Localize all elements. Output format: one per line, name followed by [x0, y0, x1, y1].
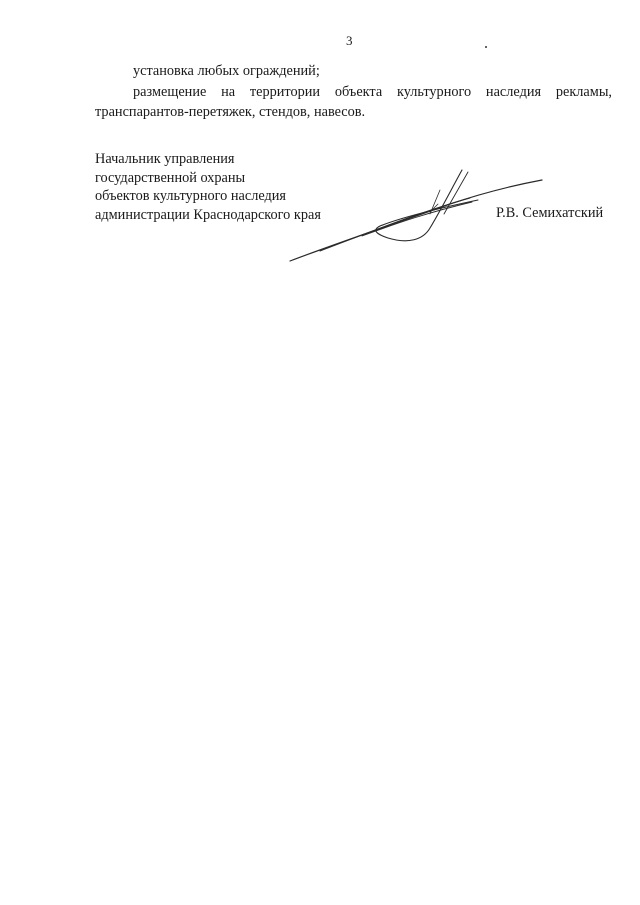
position-line: государственной охраны — [95, 169, 246, 186]
list-item: установка любых ограждений; — [133, 63, 320, 79]
list-item: размещение на территории объекта культурного наследия рекламы, транспарантов-перетяжек, стендов, навесов. — [95, 83, 612, 120]
signer-name: Р.В. Семихатский — [496, 205, 604, 221]
document-body — [95, 61, 612, 123]
scan-speck — [485, 46, 487, 48]
position-line: Начальник управления — [95, 151, 235, 167]
position-line: администрации Краснодарского края — [95, 206, 321, 223]
position-line: объектов культурного наследия — [95, 188, 286, 204]
page-number: 3 — [346, 33, 353, 48]
